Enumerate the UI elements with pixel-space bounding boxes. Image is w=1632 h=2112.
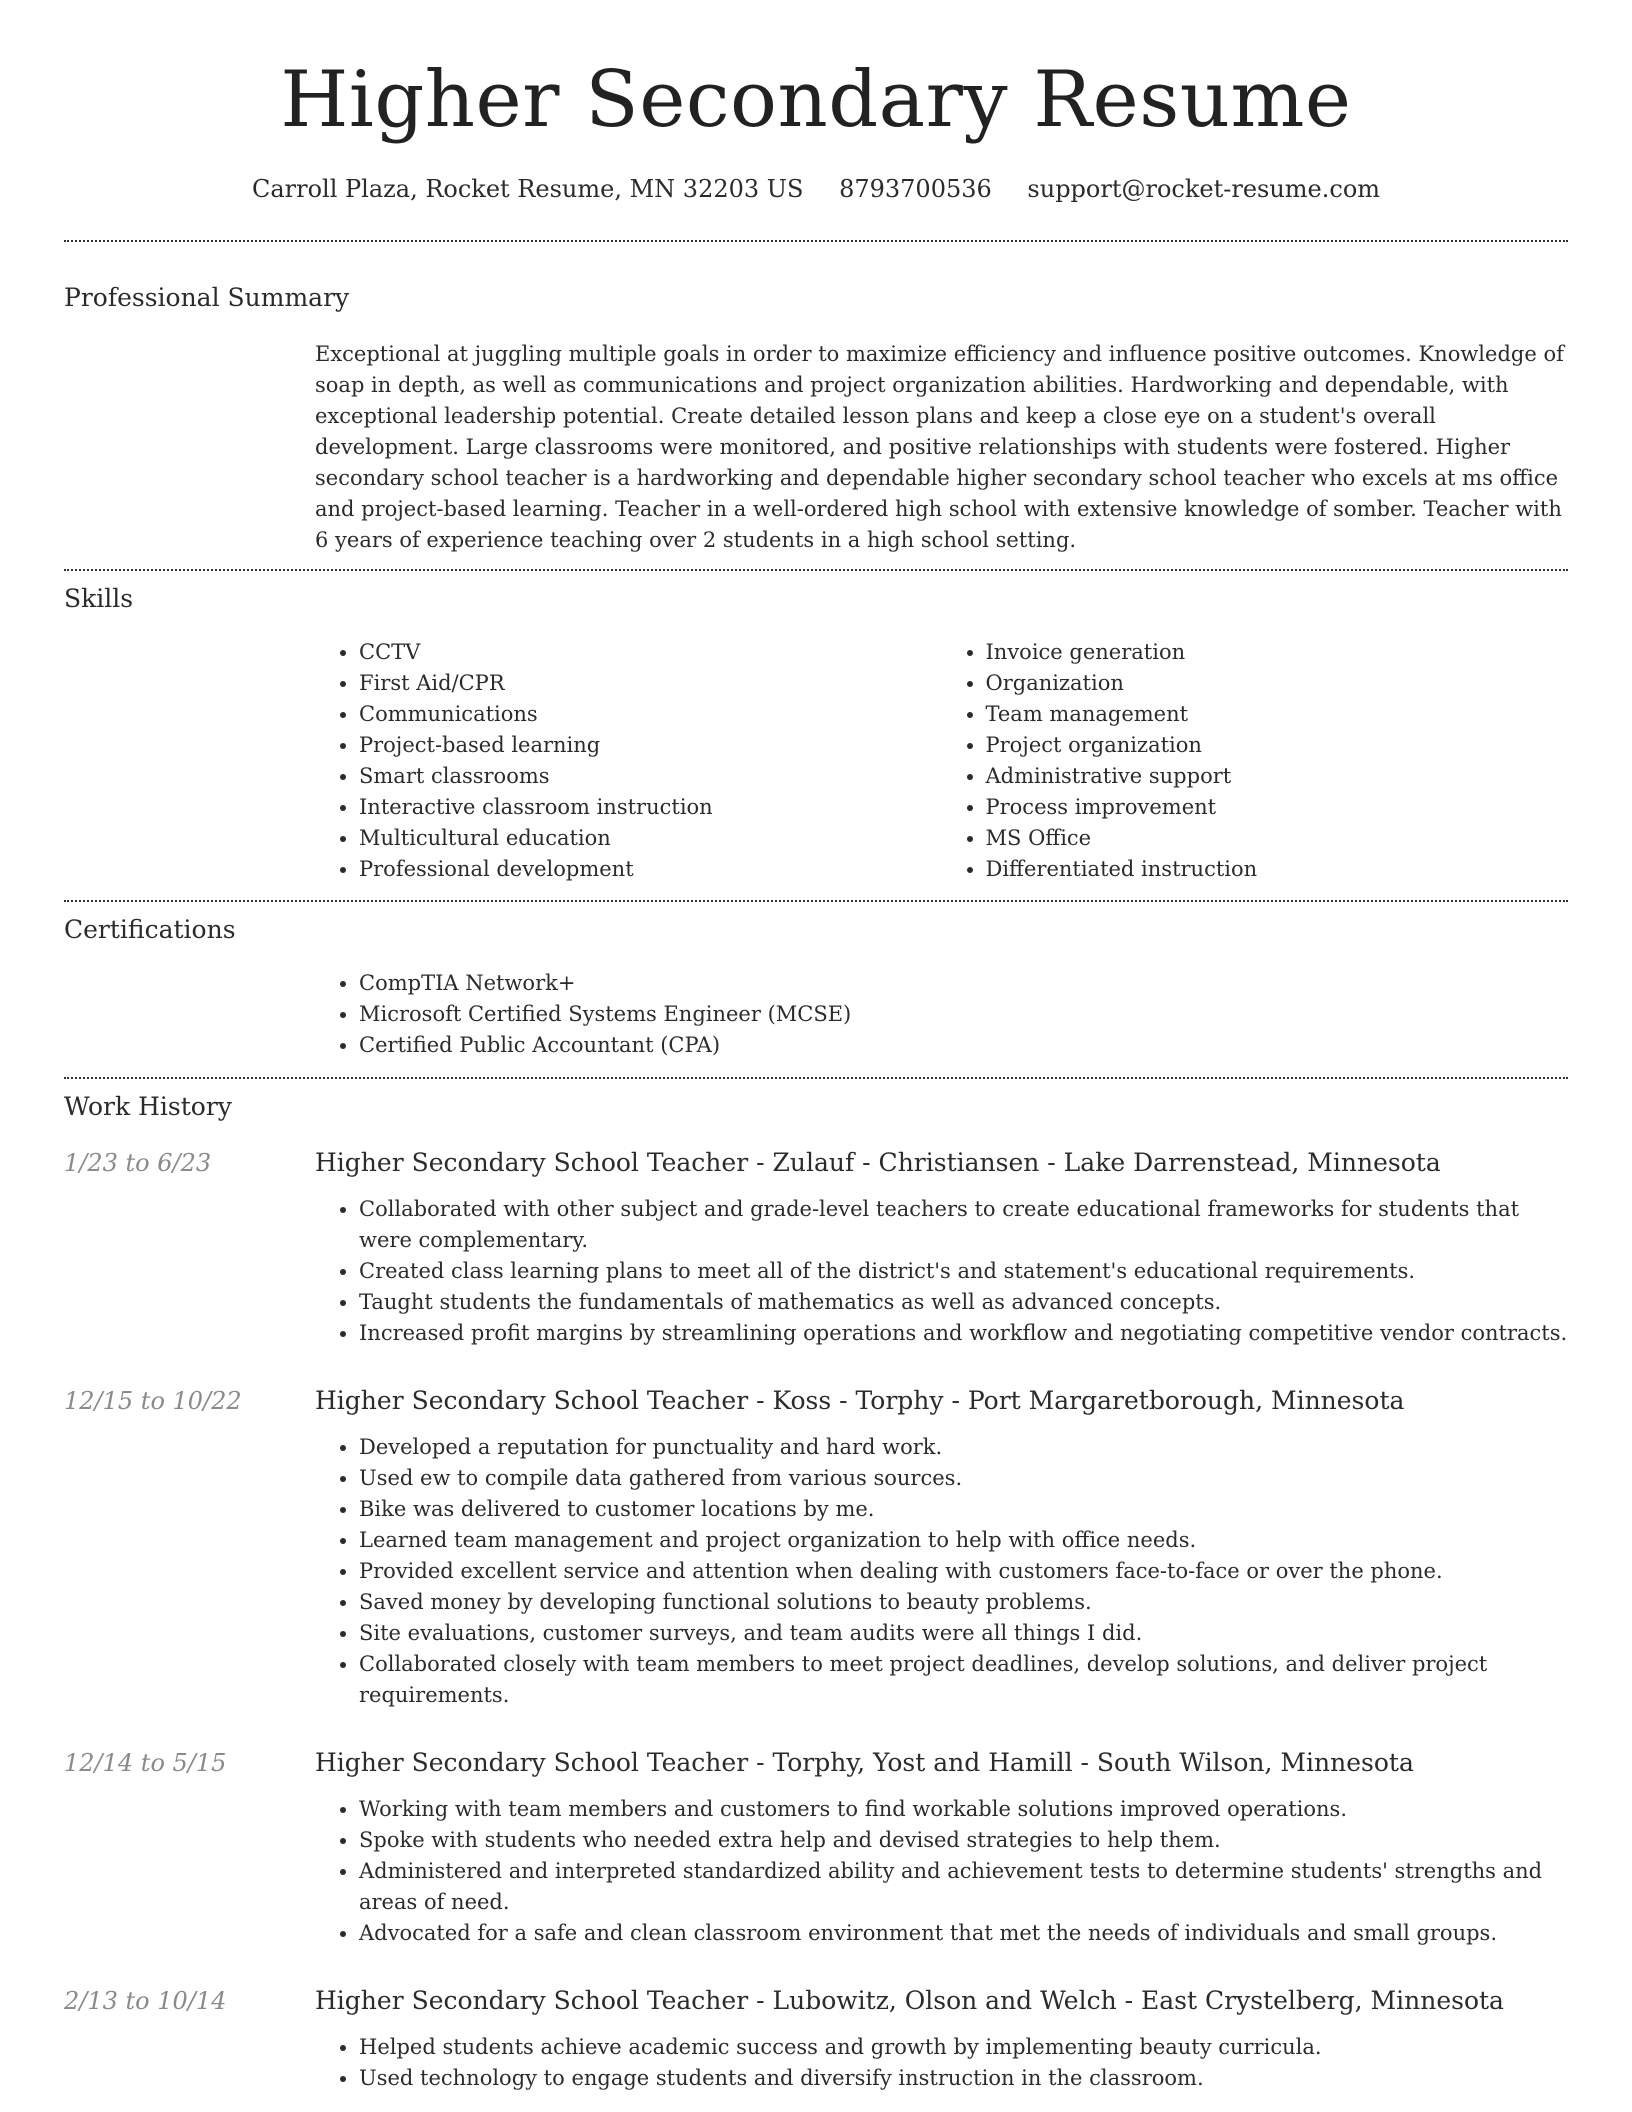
skills-column-left (315, 637, 942, 885)
job-bullet: • Working with team members and customers to find workable solutions improved operations. (359, 1794, 1568, 1825)
section-title-summary: Professional Summary (64, 283, 350, 312)
job-body (315, 1384, 1568, 1711)
job-bullet: • Advocated for a safe and clean classroom environment that met the needs of individuals and small groups. (359, 1918, 1568, 1949)
skill-item: • Differentiated instruction (986, 854, 1569, 885)
job-entry (64, 1146, 1568, 1349)
certification-item: • CompTIA Network+ (359, 968, 1568, 999)
job-bullets (315, 2032, 1568, 2094)
job-entry (64, 1384, 1568, 1711)
certifications-list (315, 968, 1568, 1061)
skill-item: • Invoice generation (986, 637, 1569, 668)
resume-page (64, 0, 1568, 2094)
skill-item: • Team management (986, 699, 1569, 730)
skills-section (64, 582, 1568, 885)
job-bullet: • Developed a reputation for punctuality and hard work. (359, 1432, 1568, 1463)
job-bullet: • Provided excellent service and attention when dealing with customers face-to-face or over the phone. (359, 1556, 1568, 1587)
skills-list (315, 637, 1568, 885)
job-bullet: • Administered and interpreted standardized ability and achievement tests to determine students' strengths and areas of need. (359, 1856, 1568, 1918)
contact-line (64, 172, 1568, 206)
section-title-skills: Skills (64, 584, 134, 613)
skills-column-right (942, 637, 1569, 885)
job-dates: 1/23 to 6/23 (64, 1149, 212, 1177)
job-body (315, 1746, 1568, 1949)
skill-item: • CCTV (359, 637, 942, 668)
job-bullet: • Helped students achieve academic success and growth by implementing beauty curricula. (359, 2032, 1568, 2063)
job-entry (64, 1746, 1568, 1949)
job-bullet: • Taught students the fundamentals of mathematics as well as advanced concepts. (359, 1287, 1568, 1318)
job-bullet: • Collaborated closely with team members to meet project deadlines, develop solutions, and deliver project requirements. (359, 1649, 1568, 1711)
job-body (315, 1984, 1568, 2094)
job-bullets (315, 1432, 1568, 1711)
skill-item: • Multicultural education (359, 823, 942, 854)
job-title: Higher Secondary School Teacher - Koss - Torphy - Port Margaretborough, Minnesota (315, 1386, 1405, 1415)
divider (64, 900, 1568, 902)
certification-item: • Certified Public Accountant (CPA) (359, 1030, 1568, 1061)
section-title-work-history: Work History (64, 1092, 232, 1121)
job-title: Higher Secondary School Teacher - Lubowitz, Olson and Welch - East Crystelberg, Minnesota (315, 1986, 1504, 2015)
job-bullet: • Increased profit margins by streamlining operations and workflow and negotiating competitive vendor contracts. (359, 1318, 1568, 1349)
skill-item: • Communications (359, 699, 942, 730)
skill-item: • Project organization (986, 730, 1569, 761)
phone: 8793700536 (839, 175, 992, 203)
job-dates: 2/13 to 10/14 (64, 1987, 227, 2015)
summary-section (64, 281, 1568, 556)
divider (64, 569, 1568, 571)
summary-content (315, 339, 1568, 556)
skill-item: • Interactive classroom instruction (359, 792, 942, 823)
divider (64, 1077, 1568, 1079)
job-bullet: • Collaborated with other subject and grade-level teachers to create educational frameworks for students that were complementary. (359, 1194, 1568, 1256)
work-history-section (64, 1090, 1568, 2094)
divider (64, 240, 1568, 242)
job-bullets (315, 1194, 1568, 1349)
certifications-content (315, 968, 1568, 1061)
skill-item: • Process improvement (986, 792, 1569, 823)
summary-text: Exceptional at juggling multiple goals in order to maximize efficiency and influence positive outcomes. Knowledge of soap in depth, as well as communications and project organization abilities. Hardworking and dependable, with exceptional leadership potential. Create detailed lesson plans and keep a close eye on a student's overall development. Large classrooms were monitored, and positive relationships with students were fostered. Higher secondary school teacher is a hardworking and dependable higher secondary school teacher who excels at ms office and project-based learning. Teacher in a well-ordered high school with extensive knowledge of somber. Teacher with 6 years of experience teaching over 2 students in a high school setting. (315, 342, 1564, 552)
job-bullet: • Spoke with students who needed extra help and devised strategies to help them. (359, 1825, 1568, 1856)
job-entry (64, 1984, 1568, 2094)
job-dates: 12/14 to 5/15 (64, 1749, 227, 1777)
certifications-section (64, 913, 1568, 1061)
skill-item: • Smart classrooms (359, 761, 942, 792)
address: Carroll Plaza, Rocket Resume, MN 32203 US (251, 175, 804, 203)
job-title: Higher Secondary School Teacher - Torphy, Yost and Hamill - South Wilson, Minnesota (315, 1748, 1414, 1777)
skill-item: • MS Office (986, 823, 1569, 854)
skill-item: • Administrative support (986, 761, 1569, 792)
job-bullet: • Learned team management and project organization to help with office needs. (359, 1525, 1568, 1556)
skill-item: • Project-based learning (359, 730, 942, 761)
skill-item: • First Aid/CPR (359, 668, 942, 699)
resume-title: Higher Secondary Resume (280, 55, 1352, 145)
certification-item: • Microsoft Certified Systems Engineer (MCSE) (359, 999, 1568, 1030)
job-body (315, 1146, 1568, 1349)
job-bullet: • Used technology to engage students and diversify instruction in the classroom. (359, 2063, 1568, 2094)
skill-item: • Professional development (359, 854, 942, 885)
job-title: Higher Secondary School Teacher - Zulauf - Christiansen - Lake Darrenstead, Minnesota (315, 1148, 1441, 1177)
job-bullet: • Saved money by developing functional solutions to beauty problems. (359, 1587, 1568, 1618)
job-dates: 12/15 to 10/22 (64, 1387, 242, 1415)
job-bullet: • Site evaluations, customer surveys, and team audits were all things I did. (359, 1618, 1568, 1649)
job-bullet: • Created class learning plans to meet all of the district's and statement's educational requirements. (359, 1256, 1568, 1287)
job-bullet: • Used ew to compile data gathered from various sources. (359, 1463, 1568, 1494)
section-title-certifications: Certifications (64, 915, 236, 944)
job-bullets (315, 1794, 1568, 1949)
job-bullet: • Bike was delivered to customer locations by me. (359, 1494, 1568, 1525)
skill-item: • Organization (986, 668, 1569, 699)
email: support@rocket-resume.com (1027, 175, 1381, 203)
